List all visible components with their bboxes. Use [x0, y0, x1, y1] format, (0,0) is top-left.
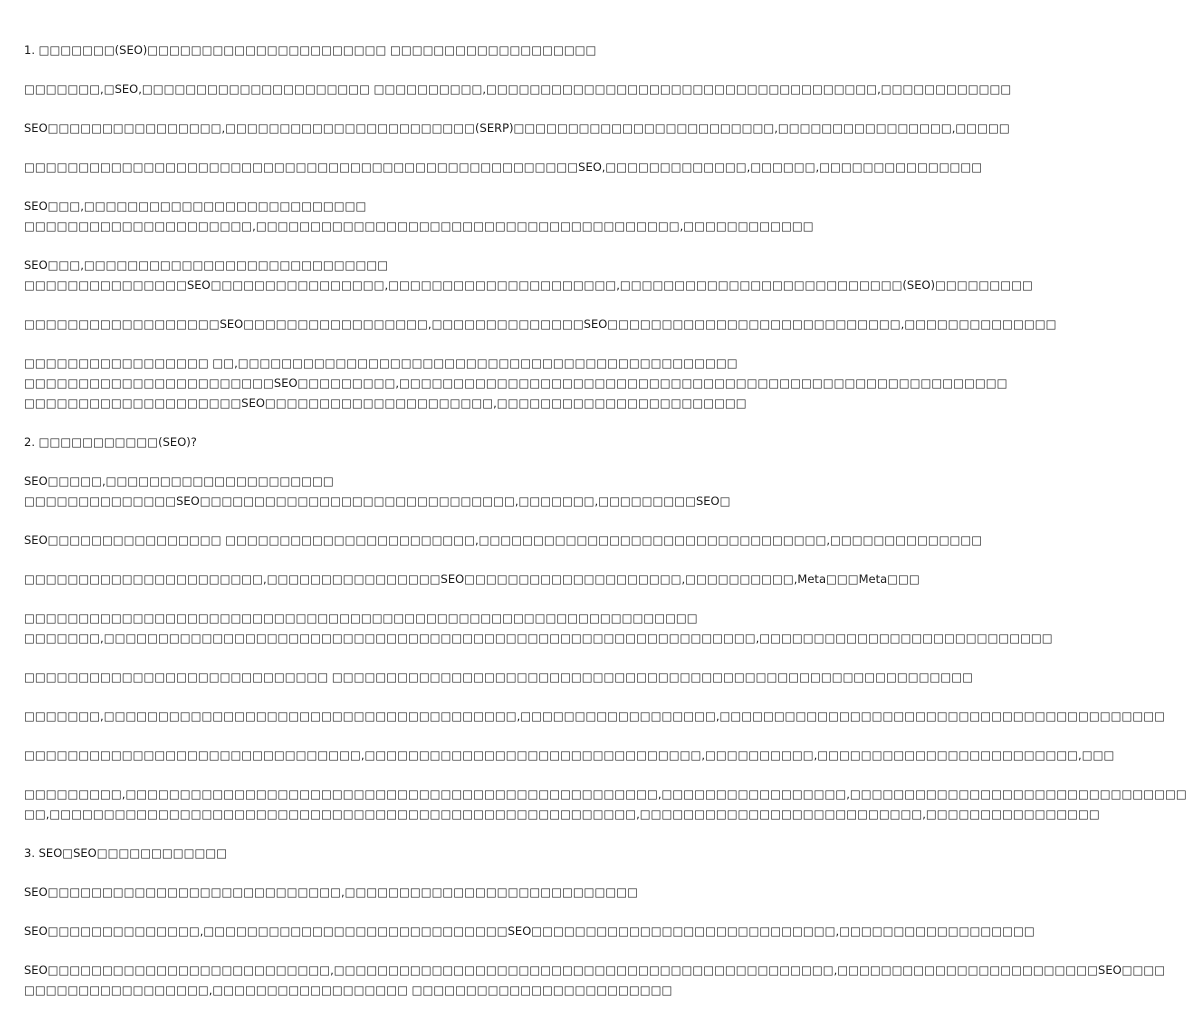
paragraph-gap	[24, 236, 720, 255]
paragraph-gap	[24, 589, 720, 608]
paragraph-gap	[24, 60, 720, 79]
text-line: SEO□□□□□□□□□□□□□□□□,□□□□□□□□□□□□□□□□□□□□□□□(SERP)□□□□□□□□□□□□□□□□□□□□□□□□,□□□□□□□□□□□□□□□□,□□□□□	[24, 121, 1010, 135]
paragraph-gap	[24, 452, 720, 471]
text-line: □□□□□□□□□,□□□□□□□□□□□□□□□□□□□□□□□□□□□□□□□□□□□□□□□□□□□□□□□□□,□□□□□□□□□□□□□□□□□,□□□□□□□□□□□□□□□□□□□□□□□□□□□□□□□	[24, 787, 1187, 801]
paragraph-gap	[24, 511, 720, 530]
text-line: □□□□□□□□□□□□□□SEO□□□□□□□□□□□□□□□□□□□□□□□□□□□□□,□□□□□□□,□□□□□□□□□SEO□	[24, 494, 731, 508]
text-line: □□□□□□□,□□□□□□□□□□□□□□□□□□□□□□□□□□□□□□□□□□□□□□□□□□□□□□□□□□□□□□□□□□□□,□□□□□□□□□□□□□□□□□□□□□□□□□□□	[24, 631, 1053, 645]
text-line: □□□□□□□□□□□□□□□□□□□□□□□SEO□□□□□□□□□,□□□□□□□□□□□□□□□□□□□□□□□□□□□□□□□□□□□□□□□□□□□□□□□□□□□□□□□□	[24, 376, 1008, 390]
text-line: 2. □□□□□□□□□□□(SEO)?	[24, 435, 197, 449]
paragraph-gap	[24, 941, 720, 960]
paragraph-gap	[24, 334, 720, 353]
text-line: □□□□□□□□□□□□□□□□□□□□□□□□□□□□ □□□□□□□□□□□□□□□□□□□□□□□□□□□□□□□□□□□□□□□□□□□□□□□□□□□□□□□□□□□	[24, 670, 973, 684]
text-line: SEO□□□□□,□□□□□□□□□□□□□□□□□□□□□	[24, 474, 334, 488]
text-line: □□□□□□□□□□□□□□□□□□□□□,□□□□□□□□□□□□□□□□□□□□□□□□□□□□□□□□□□□□□□□,□□□□□□□□□□□□	[24, 219, 814, 233]
text-line: SEO□□□□□□□□□□□□□□□□□□□□□□□□□□,□□□□□□□□□□□□□□□□□□□□□□□□□□□□□□□□□□□□□□□□□□□□□□,□□□□□□□□□□□□□□□□□□□□□□□□SEO□□□□	[24, 963, 1166, 977]
document-body	[24, 40, 1187, 1000]
text-line: □□□□□□□□□□□□□□□□□□SEO□□□□□□□□□□□□□□□□□,□□□□□□□□□□□□□□SEO□□□□□□□□□□□□□□□□□□□□□□□□□□□,□□□□□□□□□□□□□□	[24, 317, 1057, 331]
text-line: SEO□□□,□□□□□□□□□□□□□□□□□□□□□□□□□□	[24, 199, 367, 213]
text-line: 3. SEO□SEO□□□□□□□□□□□□	[24, 846, 228, 860]
paragraph-gap	[24, 648, 720, 667]
paragraph-gap	[24, 138, 720, 157]
text-line: SEO□□□□□□□□□□□□□□□□ □□□□□□□□□□□□□□□□□□□□□□□,□□□□□□□□□□□□□□□□□□□□□□□□□□□□□□□□,□□□□□□□□□□□□□□	[24, 533, 983, 547]
text-line: SEO□□□,□□□□□□□□□□□□□□□□□□□□□□□□□□□□	[24, 258, 389, 272]
text-line: □□□□□□□,□□□□□□□□□□□□□□□□□□□□□□□□□□□□□□□□□□□□□□,□□□□□□□□□□□□□□□□□□,□□□□□□□□□□□□□□□□□□□□□□□□□□□□□□□□□□□□□□□□□	[24, 709, 1165, 723]
paragraph-gap	[24, 295, 720, 314]
paragraph-gap	[24, 902, 720, 921]
paragraph-gap	[24, 824, 720, 843]
text-line: □□□□□□□□□□□□□□□□□□□□□□□□□□□□□□□□□□□□□□□□□□□□□□□□□□□□□□□□□□□□□□	[24, 611, 698, 625]
text-line: □□□□□□□□□□□□□□□□□,□□□□□□□□□□□□□□□□□□ □□□□□□□□□□□□□□□□□□□□□□□□	[24, 983, 673, 997]
text-line: □□□□□□□□□□□□□□□□□□□□SEO□□□□□□□□□□□□□□□□□□□□□,□□□□□□□□□□□□□□□□□□□□□□□	[24, 396, 747, 410]
text-line: □□□□□□□□□□□□□□□□□□□□□□,□□□□□□□□□□□□□□□□SEO□□□□□□□□□□□□□□□□□□□□,□□□□□□□□□□,Meta□□□Meta□□□	[24, 572, 920, 586]
text-line: □□□□□□□□□□□□□□□□□ □□,□□□□□□□□□□□□□□□□□□□□□□□□□□□□□□□□□□□□□□□□□□□□□□	[24, 356, 738, 370]
paragraph-gap	[24, 687, 720, 706]
paragraph-gap	[24, 99, 720, 118]
paragraph-gap	[24, 726, 720, 745]
text-line: □□□□□□□□□□□□□□□□□□□□□□□□□□□□□□□,□□□□□□□□□□□□□□□□□□□□□□□□□□□□□□□,□□□□□□□□□□,□□□□□□□□□□□□□□□□□□□□□□□□,□□□	[24, 748, 1115, 762]
text-line: □□□□□□□,□SEO,□□□□□□□□□□□□□□□□□□□□□ □□□□□□□□□□,□□□□□□□□□□□□□□□□□□□□□□□□□□□□□□□□□□□□,□□□□□□□□□□□□	[24, 82, 1012, 96]
paragraph-gap	[24, 413, 720, 432]
paragraph-gap	[24, 550, 720, 569]
text-line: □□□□□□□□□□□□□□□□□□□□□□□□□□□□□□□□□□□□□□□□□□□□□□□□□□□SEO,□□□□□□□□□□□□□,□□□□□□,□□□□□□□□□□□□□□□	[24, 160, 983, 174]
paragraph-gap	[24, 177, 720, 196]
paragraph-gap	[24, 765, 720, 784]
text-line: 1. □□□□□□□(SEO)□□□□□□□□□□□□□□□□□□□□□□ □□□□□□□□□□□□□□□□□□□	[24, 43, 597, 57]
paragraph-gap	[24, 863, 720, 882]
text-line: SEO□□□□□□□□□□□□□□□□□□□□□□□□□□□,□□□□□□□□□□□□□□□□□□□□□□□□□□□	[24, 885, 639, 899]
text-line: SEO□□□□□□□□□□□□□□,□□□□□□□□□□□□□□□□□□□□□□□□□□□□SEO□□□□□□□□□□□□□□□□□□□□□□□□□□□□,□□□□□□□□□□□□□□□□□□	[24, 924, 1035, 938]
text-line: □□,□□□□□□□□□□□□□□□□□□□□□□□□□□□□□□□□□□□□□□□□□□□□□□□□□□□□□□,□□□□□□□□□□□□□□□□□□□□□□□□□□,□□□□□□□□□□□□□□□□	[24, 807, 1100, 821]
text-line: □□□□□□□□□□□□□□□SEO□□□□□□□□□□□□□□□□,□□□□□□□□□□□□□□□□□□□□□,□□□□□□□□□□□□□□□□□□□□□□□□□□(SEO)□□□□□□□□□	[24, 278, 1033, 292]
